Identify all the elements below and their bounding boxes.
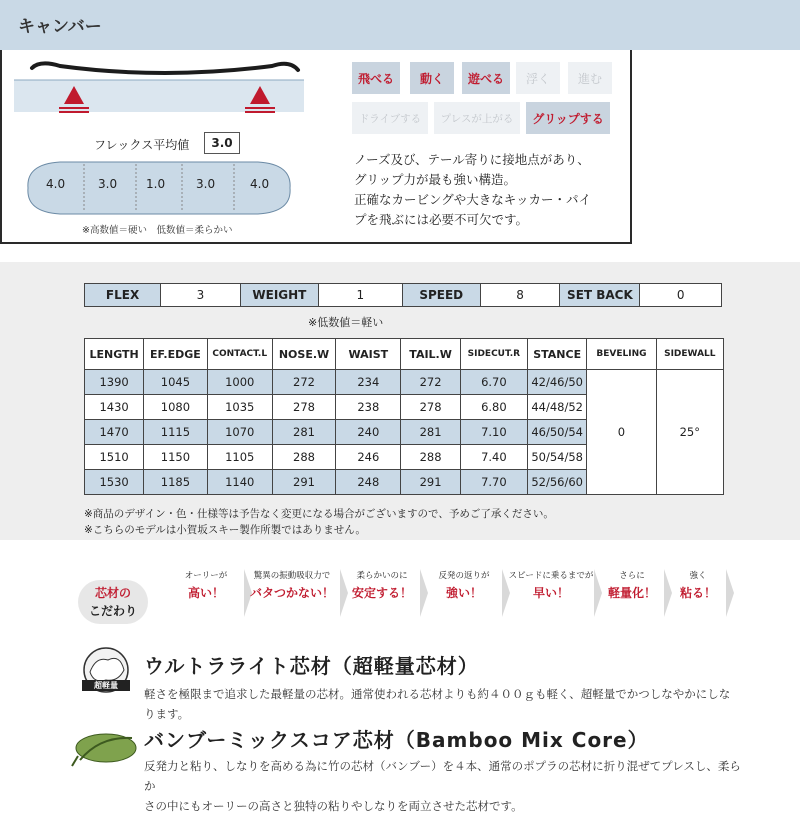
table-cell: 42/46/50 <box>528 370 587 395</box>
table-cell: 281 <box>272 420 335 445</box>
table-cell: 248 <box>336 470 401 495</box>
table-cell: 1080 <box>144 395 207 420</box>
table-cell: 246 <box>336 445 401 470</box>
table-cell: 52/56/60 <box>528 470 587 495</box>
table-cell: 1045 <box>144 370 207 395</box>
speed-label: SPEED <box>402 284 480 307</box>
flex-scale-note: ※高数値＝硬い 低数値＝柔らかい <box>82 225 233 236</box>
tag-ugoku: 動く <box>410 62 454 94</box>
weight-value: 1 <box>319 284 402 307</box>
table-cell: 6.80 <box>460 395 527 420</box>
table-cell: 234 <box>336 370 401 395</box>
table-cell: 272 <box>272 370 335 395</box>
col-sidecut-radius: SIDECUT.R <box>460 339 527 370</box>
tag-uku: 浮く <box>516 62 560 94</box>
feature-speed: スピードに乗るまでが 早い！ <box>508 569 594 617</box>
table-cell: 240 <box>336 420 401 445</box>
feature-lightweight: さらに 軽量化！ <box>600 569 664 617</box>
flex-value-front: 3.0 <box>98 177 118 191</box>
stats-note: ※低数値＝軽い <box>308 316 384 329</box>
tag-drive: ドライブする <box>352 102 428 134</box>
col-tail-width: TAIL.W <box>401 339 460 370</box>
bamboo-description: 反発力と粘り、しなりを高める為に竹の芯材（バンブー）を４本、通常のポプラの芯材に折り混ぜてプレスし、柔らか さの中にもオーリーの高さと独特の粘りやしなりを両立させた芯材です。 <box>144 759 741 813</box>
flex-value: 3 <box>161 284 241 307</box>
table-cell: 291 <box>272 470 335 495</box>
table-cell: 1070 <box>207 420 272 445</box>
setback-label: SET BACK <box>560 284 640 307</box>
table-row <box>85 370 724 395</box>
table-cell: 281 <box>401 420 460 445</box>
table-cell: 1140 <box>207 470 272 495</box>
camber-panel <box>0 0 632 244</box>
table-cell: 1105 <box>207 445 272 470</box>
feature-stability: 柔らかいのに 安定する！ <box>344 569 420 617</box>
ultralight-description: 軽さを極限まで追求した最軽量の芯材。通常使われる芯材よりも約４００ｇも軽く、超軽量でかつしなやかにしなります。 <box>144 687 731 721</box>
setback-value: 0 <box>640 284 722 307</box>
table-cell: 1530 <box>85 470 144 495</box>
table-cell: 1035 <box>207 395 272 420</box>
flex-average-label: フレックス平均値 <box>94 138 190 152</box>
ultralight-icon: 超軽量 <box>78 642 134 698</box>
table-cell: 6.70 <box>460 370 527 395</box>
table-cell: 1510 <box>85 445 144 470</box>
table-cell: 44/48/52 <box>528 395 587 420</box>
stats-table <box>84 283 722 307</box>
flex-value-back: 3.0 <box>196 177 216 191</box>
table-cell: 288 <box>272 445 335 470</box>
camber-description: ノーズ及び、テール寄りに接地点があり、 グリップ力が最も強い構造。 正確なカービングや大きなキッカー・パイ プを飛ぶには必要不可欠です。 <box>354 152 592 227</box>
table-cell: 1390 <box>85 370 144 395</box>
spec-table <box>84 338 724 495</box>
table-cell: 1150 <box>144 445 207 470</box>
col-sidewall: SIDEWALL <box>656 339 723 370</box>
tag-tobu: 飛べる <box>352 62 400 94</box>
core-badge: 芯材の こだわり <box>78 580 148 624</box>
table-cell: 272 <box>401 370 460 395</box>
table-cell: 50/54/58 <box>528 445 587 470</box>
table-cell: 7.70 <box>460 470 527 495</box>
table-cell: 1470 <box>85 420 144 445</box>
sidewall-value: 25° <box>656 370 723 495</box>
table-cell: 238 <box>336 395 401 420</box>
camber-header <box>0 0 800 50</box>
flex-value-center: 1.0 <box>146 177 166 191</box>
flex-label: FLEX <box>85 284 161 307</box>
feature-damping: 驚異の振動吸収力で バタつかない！ <box>244 569 340 617</box>
col-ef-edge: EF.EDGE <box>144 339 207 370</box>
table-cell: 278 <box>401 395 460 420</box>
weight-label: WEIGHT <box>240 284 319 307</box>
flex-average-value: 3.0 <box>204 132 240 154</box>
table-cell: 291 <box>401 470 460 495</box>
table-cell: 1430 <box>85 395 144 420</box>
flex-value-tail: 4.0 <box>250 177 270 191</box>
camber-profile-diagram <box>14 56 314 126</box>
table-cell: 1115 <box>144 420 207 445</box>
flex-value-nose: 4.0 <box>46 177 66 191</box>
col-nose-width: NOSE.W <box>272 339 335 370</box>
col-waist: WAIST <box>336 339 401 370</box>
spec-header-row <box>85 339 724 370</box>
tag-grip: グリップする <box>526 102 610 134</box>
tag-asoberu: 遊べる <box>462 62 510 94</box>
speed-value: 8 <box>480 284 560 307</box>
bamboo-title: バンブーミックスコア芯材（Bamboo Mix Core） <box>144 728 649 752</box>
tag-susumu: 進む <box>568 62 612 94</box>
table-cell: 7.10 <box>460 420 527 445</box>
feature-grip: 強く 粘る！ <box>670 569 726 617</box>
table-cell: 7.40 <box>460 445 527 470</box>
bamboo-icon <box>70 726 140 770</box>
table-cell: 1185 <box>144 470 207 495</box>
table-cell: 278 <box>272 395 335 420</box>
ultralight-title: ウルトラライト芯材（超軽量芯材） <box>144 654 479 678</box>
disclaimer-note: ※商品のデザイン・色・仕様等は予告なく変更になる場合がございますので、予めご了承ください。 <box>84 508 554 520</box>
col-stance: STANCE <box>528 339 587 370</box>
beveling-value: 0 <box>587 370 656 495</box>
feature-rebound: 反発の返りが 強い！ <box>426 569 502 617</box>
feature-ollie: オーリーが 高い！ <box>168 569 244 617</box>
manufacturer-note: ※こちらのモデルは小賀坂スキー製作所製ではありません。 <box>84 524 366 536</box>
col-contact-length: CONTACT.L <box>207 339 272 370</box>
table-cell: 1000 <box>207 370 272 395</box>
tag-press: プレスが上がる <box>434 102 520 134</box>
camber-title: キャンバー <box>18 17 102 37</box>
col-length: LENGTH <box>85 339 144 370</box>
table-cell: 288 <box>401 445 460 470</box>
table-cell: 46/50/54 <box>528 420 587 445</box>
col-beveling: BEVELING <box>587 339 656 370</box>
